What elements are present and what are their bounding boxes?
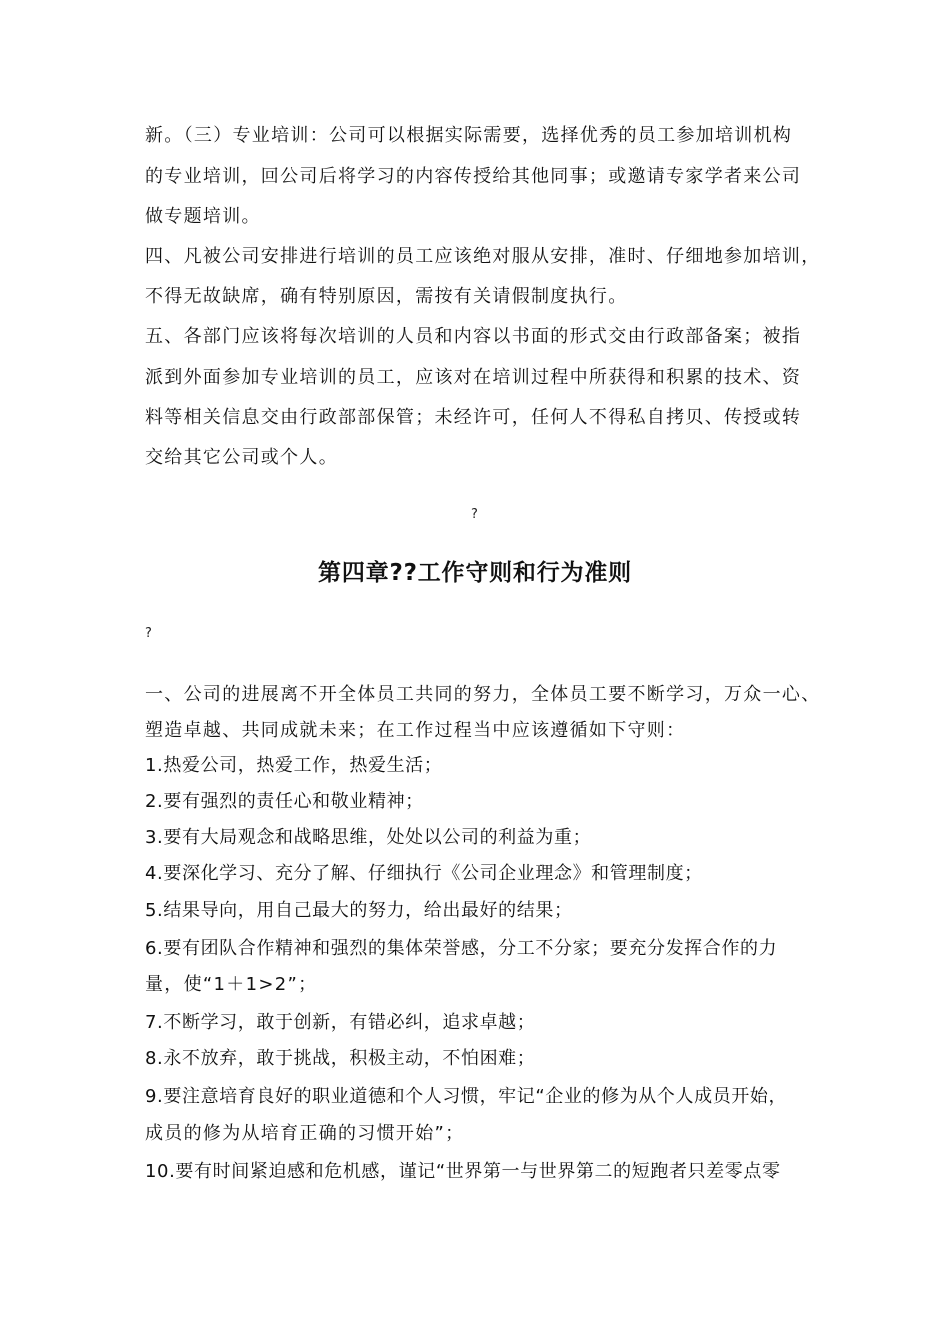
list-item: 3.要有大局观念和战略思维，处处以公司的利益为重； [145,827,592,848]
list-item: 1.热爱公司，热爱工作，热爱生活； [145,755,443,776]
paragraph-line: 派到外面参加专业培训的员工，应该对在培训过程中所获得和积累的技术、资 [145,367,802,388]
list-item: 5.结果导向，用自己最大的努力，给出最好的结果； [145,900,573,921]
paragraph-line: 四、凡被公司安排进行培训的员工应该绝对服从安排，准时、仔细地参加培训， [145,246,821,267]
list-item: 6.要有团队合作精神和强烈的集体荣誉感，分工不分家；要充分发挥合作的力 [145,938,778,959]
chapter-title: 第四章??工作守则和行为准则 [318,560,632,586]
paragraph-line: 料等相关信息交由行政部部保管；未经许可，任何人不得私自拷贝、传授或转 [145,407,802,428]
list-item-continuation: 量，使“1＋1>2”； [145,974,318,995]
placeholder-mark: ? [471,507,478,522]
list-item-continuation: 成员的修为从培育正确的习惯开始”； [145,1123,465,1144]
list-item: 10.要有时间紧迫感和危机感，谨记“世界第一与世界第二的短跑者只差零点零 [145,1161,781,1182]
placeholder-mark: ? [145,626,152,641]
paragraph-line: 五、各部门应该将每次培训的人员和内容以书面的形式交由行政部备案；被指 [145,326,802,347]
paragraph-line: 的专业培训，回公司后将学习的内容传授给其他同事；或邀请专家学者来公司 [145,166,802,187]
paragraph-line: 不得无故缺席，确有特别原因，需按有关请假制度执行。 [145,286,628,307]
list-item: 2.要有强烈的责任心和敬业精神； [145,791,424,812]
paragraph-line: 一、公司的进展离不开全体员工共同的努力，全体员工要不断学习，万众一心、 [145,684,821,705]
paragraph-line: 新。（三）专业培训：公司可以根据实际需要，选择优秀的员工参加培训机构 [145,125,793,146]
paragraph-line: 做专题培训。 [145,206,261,227]
list-item: 8.永不放弃，敢于挑战，积极主动，不怕困难； [145,1048,536,1069]
paragraph-line: 交给其它公司或个人。 [145,447,338,468]
list-item: 9.要注意培育良好的职业道德和个人习惯，牢记“企业的修为从个人成员开始， [145,1086,788,1107]
list-item: 4.要深化学习、充分了解、仔细执行《公司企业理念》和管理制度； [145,863,703,884]
paragraph-line: 塑造卓越、共同成就未来；在工作过程当中应该遵循如下守则： [145,720,686,741]
list-item: 7.不断学习，敢于创新，有错必纠，追求卓越； [145,1012,536,1033]
